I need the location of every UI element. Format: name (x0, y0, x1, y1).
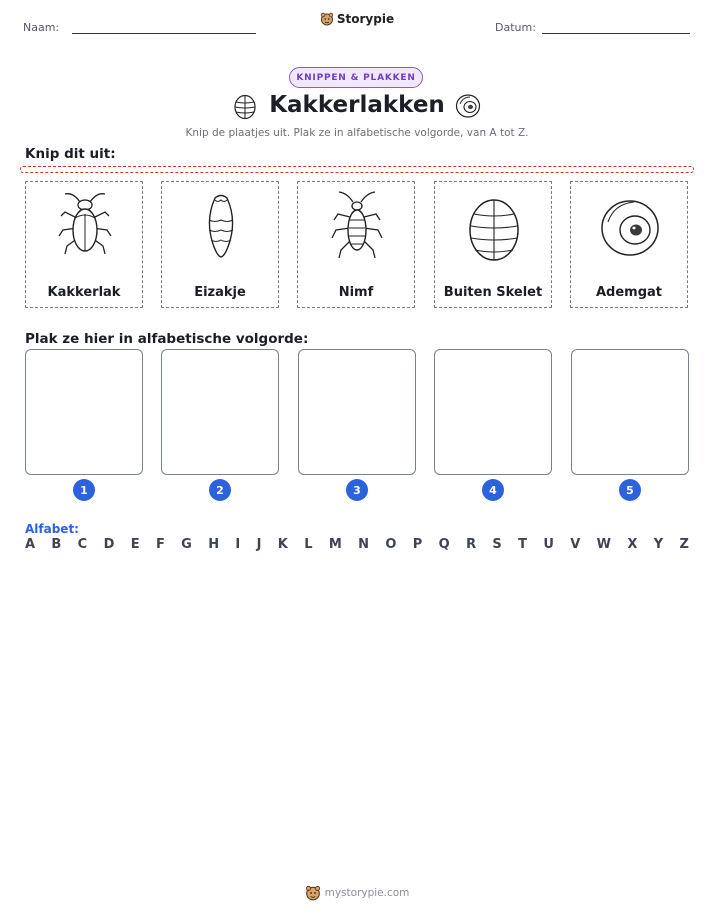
alphabet-letter: B (51, 537, 62, 552)
name-line[interactable] (72, 33, 256, 34)
alphabet-letter: K (277, 537, 288, 552)
alphabet-letter: X (627, 537, 638, 552)
alphabet-letter: S (492, 537, 502, 552)
slot-number-1: 1 (73, 479, 95, 501)
name-label: Naam: (23, 21, 60, 34)
alphabet-letter: Y (653, 537, 664, 552)
slot-number-2: 2 (209, 479, 231, 501)
spiracle-icon (600, 190, 660, 262)
alphabet-letter: J (256, 537, 262, 552)
alphabet-letter: I (235, 537, 241, 552)
instructions: Knip de plaatjes uit. Plak ze in alfabetische volgorde, van A tot Z. (185, 127, 529, 139)
alphabet-letter: W (596, 537, 612, 552)
cut-section-heading: Knip dit uit: (25, 146, 116, 162)
nymph-icon (327, 190, 387, 262)
footer-link[interactable]: mystorypie.com (324, 887, 410, 899)
alphabet-row (25, 537, 689, 552)
spiracle-icon (455, 93, 481, 119)
paste-slot-2[interactable] (161, 349, 279, 475)
date-label: Datum: (495, 21, 536, 34)
alphabet-letter: R (466, 537, 477, 552)
paste-slot-4[interactable] (434, 349, 552, 475)
alphabet-letter: M (328, 537, 342, 552)
paste-slot-1[interactable] (25, 349, 143, 475)
card-label: Ademgat (595, 285, 663, 300)
cut-line (20, 166, 694, 173)
brand-name: Storypie (336, 12, 395, 26)
exoskeleton-icon (464, 190, 524, 262)
paste-slot-3[interactable] (298, 349, 416, 475)
alphabet-letter: C (77, 537, 88, 552)
slot-number-4: 4 (482, 479, 504, 501)
card-label: Buiten Skelet (443, 285, 543, 300)
paste-section-heading: Plak ze hier in alfabetische volgorde: (25, 331, 309, 347)
card-label: Kakkerlak (47, 285, 121, 300)
alphabet-letter: P (412, 537, 423, 552)
alphabet-letter: H (208, 537, 220, 552)
alphabet-letter: U (543, 537, 554, 552)
alphabet-letter: N (358, 537, 370, 552)
card-label: Eizakje (194, 285, 246, 300)
slot-number-3: 3 (346, 479, 368, 501)
alphabet-label: Alfabet: (25, 522, 79, 536)
alphabet-letter: T (518, 537, 528, 552)
activity-badge: KNIPPEN & PLAKKEN (289, 67, 423, 88)
slot-number-5: 5 (619, 479, 641, 501)
alphabet-letter: D (103, 537, 115, 552)
alphabet-letter: Z (679, 537, 689, 552)
footer (0, 885, 714, 901)
alphabet-letter: F (155, 537, 165, 552)
cut-card-spiracle[interactable] (570, 181, 688, 308)
cut-card-nymph[interactable] (297, 181, 415, 308)
date-line[interactable] (542, 33, 690, 34)
cut-card-egg-case[interactable] (161, 181, 279, 308)
cut-card-cockroach[interactable] (25, 181, 143, 308)
storypie-mascot-icon (320, 12, 334, 26)
alphabet-letter: E (130, 537, 140, 552)
page-title: Kakkerlakken (269, 92, 445, 118)
alphabet-letter: L (304, 537, 313, 552)
egg-case-icon (191, 190, 251, 262)
card-label: Nimf (338, 285, 374, 300)
alphabet-letter: V (570, 537, 581, 552)
cut-card-exoskeleton[interactable] (434, 181, 552, 308)
storypie-mascot-icon (305, 885, 321, 901)
alphabet-letter: Q (438, 537, 450, 552)
alphabet-letter: A (25, 537, 36, 552)
alphabet-letter: G (181, 537, 192, 552)
brand-logo (0, 12, 714, 26)
paste-slot-5[interactable] (571, 349, 689, 475)
alphabet-letter: O (385, 537, 397, 552)
cockroach-icon (55, 190, 115, 262)
